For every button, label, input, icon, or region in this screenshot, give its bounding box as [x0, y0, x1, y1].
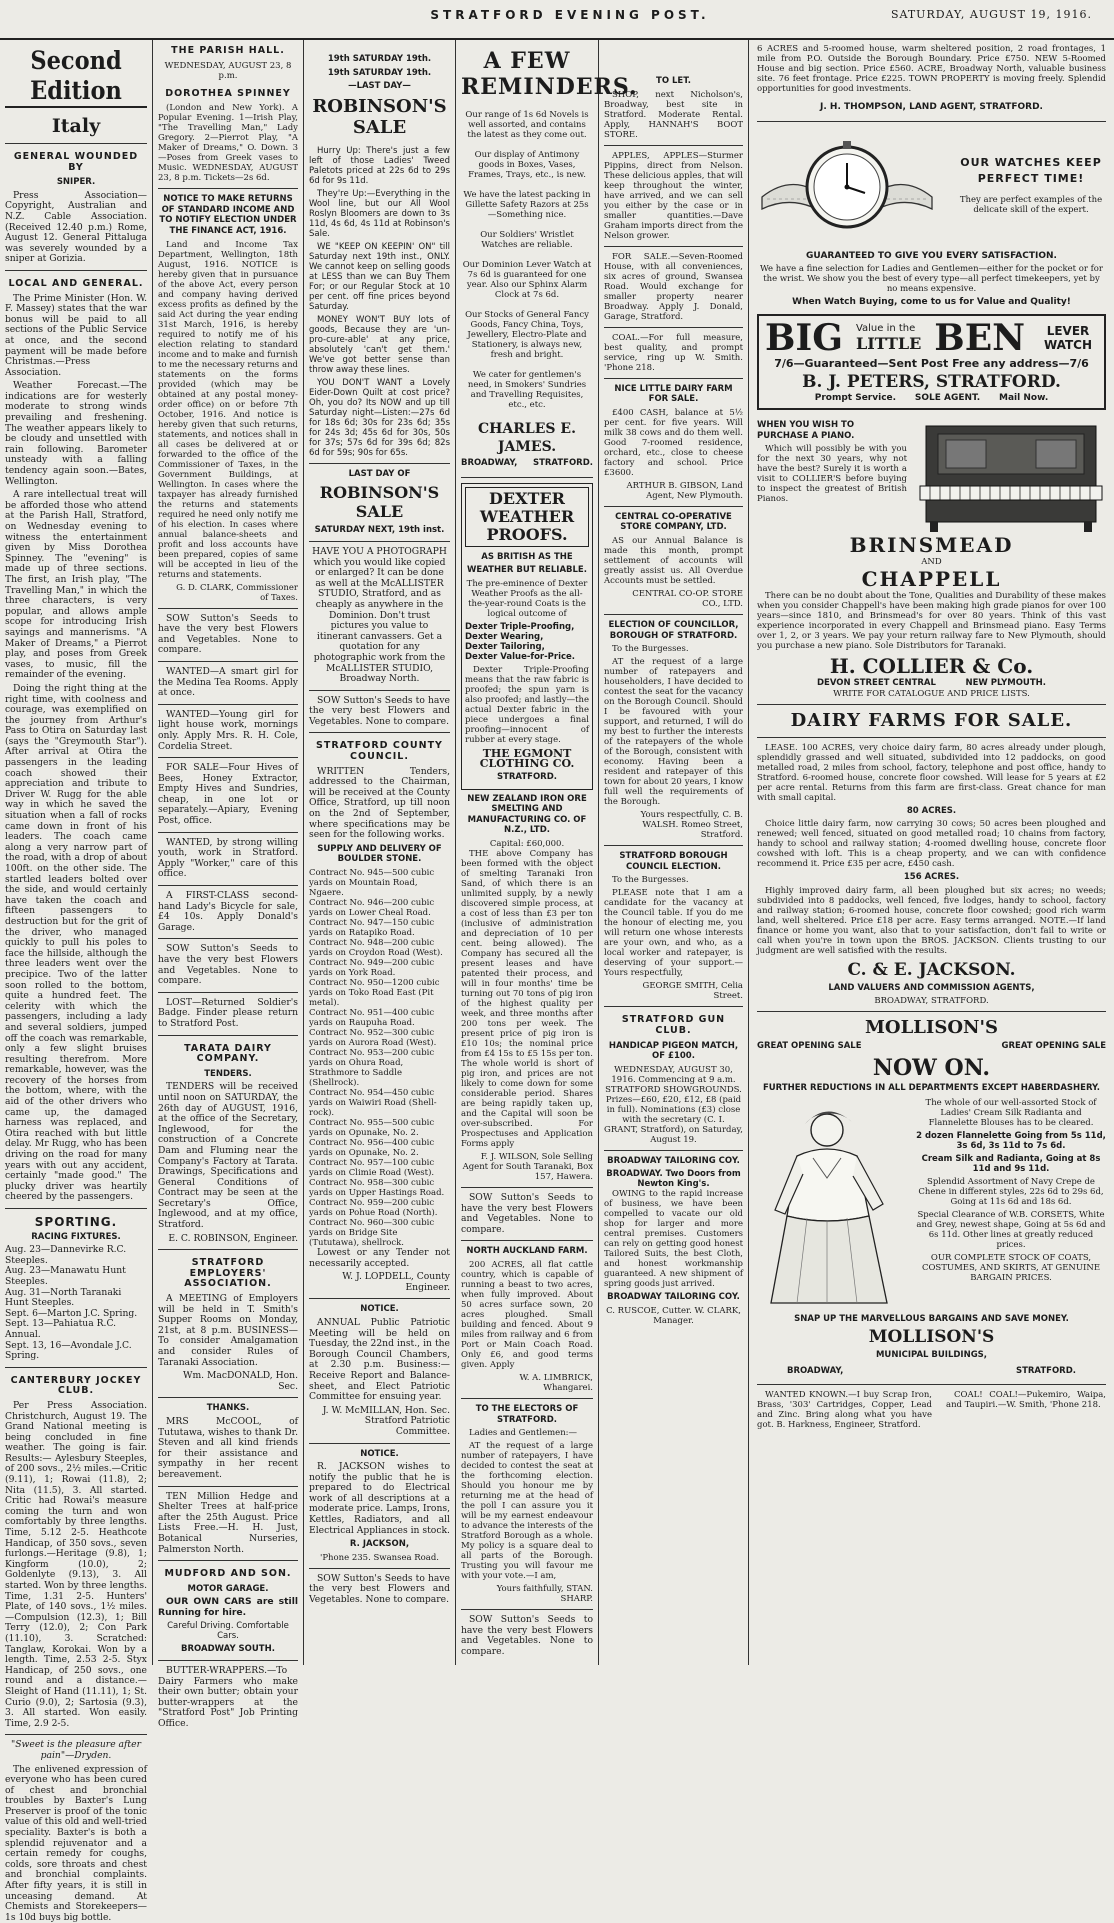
article-paragraph: Doing the right thing at the right time, with coolness and courage, was exemplified on the journey from Arthur's Pass to Otira on Saturday last (says the "Greymouth Star"). After arrival at Otira the passengers in the leading coach showed their appreciation and tribute to Driver W. Rugg for the able way in which he saved the situation when a fall of rocks came down in front of his leaders. The coach came along a very narrow part of the road, with a drop of about 100ft. on the other side. The startled leaders bolted over the side, and would certainly have taken the coach and fifteen passengers to destruction but for the grit of the driver, who managed quickly to pull his poles to face the hillside, although the three leaders went over the precipice. Two of the latter soon rolled to the bottom, quite a hundred feet. The celerity with which the passengers, including a lady and several soldiers, jumped off the coach was remarkable, only a few slight bruises resulting therefrom. More remarkable, however, was the recovery of the horses from the bottom, where, with the aid of the other drivers who came up, the damaged harness was replaced, and Otira reached with but little delay. Mr Rugg, who has been driving on the road for many years with out any accident, certainly "made good." The plucky driver was heartily cheered by the passengers.: [5, 684, 147, 1203]
lever-watch-label: LEVER WATCH: [1038, 324, 1098, 352]
egmont-clothing: THE EGMONT CLOTHING CO.: [465, 749, 589, 770]
column-4: [456, 44, 598, 1662]
classified-ad: LOST—Returned Soldier's Badge. Finder please return to Stratford Post.: [158, 998, 298, 1030]
dexter-features: [465, 622, 589, 662]
headline-election-councillor: ELECTION OF COUNCILLOR, BOROUGH OF STRATFORD.: [604, 620, 743, 641]
advertisement-baxter: The enlivened expression of everyone who has been cured of chest and bronchial troubles by Baxter's Lung Preserver is proof of the tonic value of this old and well-tried speciality. Baxter's is both a splendid rejuvenator and a certain remedy for coughs, colds, sore throats and chest and bronchial complaints. After fifty years, it is still in unceasing demand. At Chemists and Storekeepers—1s 10d buys big bottle.: [5, 1765, 147, 1923]
salutation: To the Burgesses.: [604, 875, 743, 885]
headline-tailoring: BROADWAY TAILORING COY.: [604, 1156, 743, 1167]
headline-boulder-stone: SUPPLY AND DELIVERY OF BOULDER STONE.: [309, 844, 450, 865]
headline-racing-fixtures: RACING FIXTURES.: [5, 1232, 147, 1243]
classified-ad: COAL.—For full measure, best quality, and prompt service, ring up W. Smith. 'Phone 218.: [604, 333, 743, 373]
edition-banner: Second Edition: [5, 46, 147, 108]
offer-item: Special Clearance of W.B. CORSETS, White and Grey, newest shape, Going at 5s 6d and 6s 11d. Other lines at greatly reduced prices.: [916, 1210, 1106, 1250]
thanks-notice: MRS McCOOL, of Tututawa, wishes to thank Dr. Steven and all kind friends for their assistance and sympathy in her recent bereavement.: [158, 1417, 298, 1481]
divider: [158, 1486, 298, 1487]
sale-item: WE "KEEP ON KEEPIN' ON" till Saturday next 19th inst., ONLY. We cannot keep on selling goods at LESS than we can Buy Them For; or our Regular Stock at 10 per cent. off fine prices beyond Saturday.: [309, 242, 450, 312]
divider: [757, 704, 1106, 705]
coop-signature: CENTRAL CO-OP. STORE CO., LTD.: [604, 589, 743, 609]
classified-ad: A FIRST-CLASS second-hand Lady's Bicycle for sale, £4 10s. Apply Donald's Garage.: [158, 891, 298, 933]
now-on-banner: NOW ON.: [757, 1055, 1106, 1081]
tender-notice: TENDERS will be received until noon on SATURDAY, the 26th day of AUGUST, 1916, at the office of the Secretary, Inglewood, for the construction of a Concrete Dam and Fluming near the Company's Factory at Tarata. Drawings, Specifications and General Conditions of Contract may be seen at the Secretary's Office, Inglewood, and at my office, Stratford.: [158, 1082, 298, 1230]
headline-north-auckland-farm: NORTH AUCKLAND FARM.: [461, 1246, 593, 1257]
dexter-body: The pre-eminence of Dexter Weather Proofs as the all-the-year-round Coats is the logical outcome of: [465, 579, 589, 619]
divider: [158, 1397, 298, 1398]
column-5: [599, 44, 748, 1662]
classified-ad: WANTED, by strong willing youth, work in Stratford. Apply "Worker," care of this office.: [158, 838, 298, 880]
divider: [461, 1609, 593, 1610]
dexter-ad: [461, 483, 593, 790]
garage-ad: OUR OWN CARS are still Running for hire.: [158, 1597, 298, 1618]
divider: [461, 477, 593, 478]
piano-headline: WHEN YOU WISH TO PURCHASE A PIANO.: [757, 420, 907, 441]
divider: [158, 661, 298, 662]
wire-report: Press Association—Copyright, Australian and N.Z. Cable Association. (Received 12.40 p.m.) Rome, August 12. General Pittaluga was severely wounded by a sniper at Gorizia.: [5, 191, 147, 265]
contract-item: Contract No. 945—500 cubic yards on Mountain Road, Ngaere.: [309, 868, 450, 898]
farm-listing: LEASE. 100 ACRES, very choice dairy farm, 80 acres already under plough, splendidly grassed and well situated, subdivided into 12 paddocks, on good metalled road, 2 miles from school, factory, telephone and post office, handy to Stratford. 6-roomed house, concrete floor cowshed. Will lease for 5 years at £2 per acre rental. Returns from this farm are first-class. Great chance for man with small capital.: [757, 743, 1106, 803]
classified-ad: SOW Sutton's Seeds to have the very best Flowers and Vegetables. None to compare.: [158, 614, 298, 656]
big-ben-banner: [765, 320, 1098, 356]
collier-address: DEVON STREET CENTRAL NEW PLYMOUTH.: [757, 678, 1106, 689]
headline-tenders: TENDERS.: [158, 1069, 298, 1080]
headline-thanks: THANKS.: [158, 1403, 298, 1414]
address-street: BROADWAY,: [461, 458, 517, 469]
article-paragraph: Per Press Association. Christchurch, August 19. The Grand National meeting is being concluded in fine weather. The going is fair. Results:— Aylesbury Steeples, of 200 sovs., 2½ miles.—Critic (9.11), 1; Rowai (11.8), 2; Nita (11.5), 3. All started. Critic had Rowai's measure coming the turn and won comfortably by three lengths. Time, 5.12 2-5. Heathcote Handicap, of 350 sovs., seven furlongs.—Heritage (9.8), 1; Kingform (10.0), 2; Goldenlyte (9.13), 3. All started. Won by three lengths. Time, 1.31 2-5. Hunters' Plate, of 140 sovs., 1½ miles.—Compulsion (12.3), 1; Bill Terry (12.0), 2; Con Park (11.10), 3. Scratched: Tanglaw, Korokai. Won by a length. Time, 2.53 2-5. Styx Handicap, of 250 sovs., one round and a distance.—Sleight of Hand (11.11), 1; St. Curio (9.0), 2; Sartosia (9.3), 3. All started. Won easily. Time, 2.9 2-5.: [5, 1401, 147, 1729]
list-item: Aug. 23—Dannevirke R.C. Steeples.: [5, 1245, 147, 1266]
watch-ad: [757, 127, 1106, 247]
contracts-list: [309, 868, 450, 1248]
classified-ad: SOW Sutton's Seeds to have the very best Flowers and Vegetables. None to compare.: [309, 1574, 450, 1606]
tailor-address: BROADWAY. Two Doors from Newton King's.: [604, 1169, 743, 1189]
section-local-general: LOCAL AND GENERAL.: [5, 279, 147, 290]
tax-notice-body: Land and Income Tax Department, Wellington, 18th August, 1916. NOTICE is hereby given that in pursuance of the above Act, every person and company having derived excess profits as defined by the said Act during the year ending 31st March, 1916, is hereby required to notify me of his election relating to standard income and to make and furnish to me the necessary returns and statements on the forms provided (which may be obtained at any postal money-order office) on or before 7th October, 1916. And notice is hereby given that such returns, statements, and notices shall in all cases be delivered at or forwarded to the office of the Commissioner of Taxes, in the Government Buildings, at Wellington. In cases where the taxpayer has already furnished the returns and statements required he need only notify me of his election. In cases where annual balance-sheets and profit and loss accounts have been prepared, copies of same will be accepted in lieu of the returns and statements.: [158, 240, 298, 580]
headline-mudford: MUDFORD AND SON.: [158, 1569, 298, 1580]
list-item: Sept. 6—Marton J.C. Spring.: [5, 1309, 147, 1320]
coop-notice: AS our Annual Balance is made this month, prompt settlement of accounts will greatly assist us. All Overdue Accounts must be settled.: [604, 536, 743, 586]
electrical-signature: R. JACKSON,: [309, 1539, 450, 1550]
headline-sniper: SNIPER.: [5, 177, 147, 188]
divider: [5, 1734, 147, 1735]
sale-date-line: 19th SATURDAY 19th.: [309, 68, 450, 79]
studio-ad: HAVE YOU A PHOTOGRAPH which you would like copied or enlarged? It can be done as well at the McALLISTER STUDIO, Stratford, and as cheaply as anywhere in the Dominion. Don't trust pictures you value to itinerant canvassers. Get a quotation for any photographic work from the McALLISTER STUDIO, Broadway North.: [309, 547, 450, 685]
watch-tagline: They are perfect examples of the delicate skill of the expert.: [956, 195, 1106, 215]
divider: [604, 614, 743, 615]
pigeon-match-details: WEDNESDAY, AUGUST 30, 1916. Commencing at 9 a.m. STRATFORD SHOWGROUNDS. Prizes—£60, £20, £12, £8 (paid in full). Nominations (£3) close with the secretary (C. I. GRANT, Stratford), on Saturday, August 19.: [604, 1065, 743, 1145]
tailor-signature: BROADWAY TAILORING COY.: [604, 1292, 743, 1303]
divider: [757, 121, 1106, 122]
contract-item: Contract No. 947—150 cubic yards on Ratapiko Road.: [309, 918, 450, 938]
headline-parish-hall: THE PARISH HALL.: [158, 46, 298, 57]
list-item: Sept. 13, 16—Avondale J.C. Spring.: [5, 1341, 147, 1362]
company-capital: Capital: £60,000.: [461, 839, 593, 849]
article-paragraph: Weather Forecast.—The indications are for westerly moderate to strong winds prevailing and freshening. The weather appears likely to be cloudy and unsettled with rain following. Barometer unsteady with a falling tendency again soon.—Bates, Wellington.: [5, 381, 147, 487]
tailor-ad: OWING to the rapid increase of business, we have been compelled to vacate our old shop for larger and more central premises. Customers can rely on getting good honest Tailored Suits, the best Cloth, and honest workmanship guaranteed. A new shipment of spring goods just arrived.: [604, 1189, 743, 1289]
contract-item: Contract No. 952—300 cubic yards on Aurora Road (West).: [309, 1028, 450, 1048]
patriotic-signature: J. W. McMILLAN, Hon. Sec. Stratford Patriotic Committee.: [309, 1406, 450, 1438]
divider: [604, 1006, 743, 1007]
sale-item: MONEY WON'T BUY lots of goods, Because they are 'un-pro-cure-able' at any price, absolutely 'can't get them.' We've got better sense than throw away these lines.: [309, 315, 450, 375]
classified-ad: SHOP, next Nicholson's, Broadway, best site in Stratford. Moderate Rental. Apply, HANNAH'S BOOT STORE.: [604, 90, 743, 140]
farm-listing: Choice little dairy farm, now carrying 30 cows; 50 acres been ploughed and renewed; well fenced, situated on good metalled road; 10 chains from factory, handy to school and railway station; 4-roomed dwelling house, concrete floor cowshed with loft. This is a cheap property, and we can with confidence recommend it. Price £35 per acre, £450 cash.: [757, 819, 1106, 869]
dexter-tagline: AS BRITISH AS THE: [465, 552, 589, 563]
electrical-notice: R. JACKSON wishes to notify the public that he is prepared to do Electrical work of all descriptions at a moderate price. Lamps, Irons, Kettles, Radiators, and all Electrical Appliances in stock.: [309, 1462, 450, 1536]
classified-ad: TEN Million Hedge and Shelter Trees at half-price after the 25th August. Price Lists Free.—H. H. Just, Botanical Nurseries, Palmerston North.: [158, 1492, 298, 1556]
jackson-subtitle: LAND VALUERS AND COMMISSION AGENTS,: [757, 983, 1106, 994]
mollisons-address: [757, 1364, 1106, 1380]
election-address: AT the request of a large number of ratepayers, I have decided to contest the seat at the forthcoming election. Should you honour me by returning me at the head of the poll I can assure you it will be my earnest endeavour to advance the interests of the Stratford Borough as a whole. My policy is a square deal to all parts of the Borough. Trusting you will favour me with your vote.—I am,: [461, 1441, 593, 1581]
opening-sale-label: GREAT OPENING SALE: [757, 1041, 862, 1052]
electrical-address: 'Phone 235. Swansea Road.: [309, 1553, 450, 1563]
event-program: (London and New York). A Popular Evening. 1—Irish Play, "The Travelling Man," Lady Gregory. 2—Pierrot Play, "A Maker of Dreams," O. Down. 3—Poses from Greek vases to Music. WEDNESDAY, AUGUST 23, 8 p.m. Tickets—2s 6d.: [158, 103, 298, 183]
election-address: AT the request of a large number of ratepayers and householders, I have decided to contest the seat for the vacancy on the Borough Council. Should I be favoured with your support, and returned, I will do my best to further the interests of the ratepayers of the whole of the Borough, consistent with economy. Having been a resident and ratepayer of this town for about 20 years, I know full well the requirements of the Borough.: [604, 657, 743, 807]
divider: [604, 506, 743, 507]
salutation: Ladies and Gentlemen:—: [461, 1428, 593, 1438]
divider: [309, 732, 450, 733]
garage-address: BROADWAY SOUTH.: [158, 1644, 298, 1655]
piano-body: Which will possibly be with you for the next 30 years, why not have the best? Surely it is worth a visit to COLLIER'S before buying to inspect the greatest of British Pianos.: [757, 444, 907, 504]
divider: [461, 1398, 593, 1399]
company-prospectus: THE above Company has been formed with the object of smelting Taranaki Iron Sand, of which there is an unlimited supply, by a newly discovered simple process, at a cost of less than £3 per ton (inclusive of administration and depreciation of 10 per cent. being allowed). The Company has secured all the present leases and have patented their process, and will in four months' time be turning out 70 tons of pig iron of the highest quality per week, and three months after 200 tons per week. The present price of pig iron is £10 10s; the nominal price from £4 15s to £5 15s per ton. The whole world is short of pig iron, and prices are not likely to come down for some considerable period. Shares are being rapidly taken up, and the Capital will soon be over-subscribed. For Prospectuses and Application Forms apply: [461, 849, 593, 1149]
dairy-farms-title: DAIRY FARMS FOR SALE.: [757, 710, 1106, 732]
tailor-staff: C. RUSCOE, Cutter. W. CLARK, Manager.: [604, 1306, 743, 1326]
divider: [309, 1568, 450, 1569]
headline-tax-notice: NOTICE TO MAKE RETURNS OF STANDARD INCOME AND TO NOTIFY ELECTION UNDER THE FINANCE ACT, 1916.: [158, 194, 298, 236]
piano-description: There can be no doubt about the Tone, Qualities and Durability of these makes when you consider Chappell's have been making high grade pianos for over 100 years—since 1810, and Brinsmead's for over 80 years. Think of this vast experience incorporated in every Chappell and Brinsmead piano. Easy Terms over 1, 2, or 3 years. We pay your return railway fare to New Plymouth, should you purchase a new piano. Sole Distributors for Taranaki.: [757, 591, 1106, 651]
divider: [158, 608, 298, 609]
collier-name: H. COLLIER & Co.: [757, 654, 1106, 678]
reminder-item: Our display of Antimony goods in Boxes, Vases, Frames, Trays, etc., is new.: [461, 150, 593, 180]
guarantee-headline: GUARANTEED TO GIVE YOU EVERY SATISFACTION.: [757, 251, 1106, 262]
contract-item: Contract No. 958—300 cubic yards on Upper Hastings Road.: [309, 1178, 450, 1198]
divider: [604, 845, 743, 846]
reminders-title: A FEW REMINDERS.: [461, 48, 593, 100]
headline-general-wounded: GENERAL WOUNDED BY: [5, 152, 147, 173]
mollisons-offers: [916, 1098, 1106, 1308]
issue-date: SATURDAY, AUGUST 19, 1916.: [891, 8, 1092, 21]
reductions-notice: FURTHER REDUCTIONS IN ALL DEPARTMENTS EXCEPT HABERDASHERY.: [757, 1083, 1106, 1094]
contract-item: Contract No. 950—1200 cubic yards on Toko Road East (Pit metal).: [309, 978, 450, 1008]
sale-item: YOU DON'T WANT a Lovely Eider-Down Quilt at cost price? Oh, you do? Its NOW and up till Saturday night—Listen:—27s 6d for 18s 6d; 30s for 23s 6d; 35s for 24s 3d; 45s 6d for 30s, 50s for 37s; 57s 6d for 39s 6d; 82s 6d for 59s; 90s for 65s.: [309, 378, 450, 458]
candidate-signature: GEORGE SMITH, Celia Street.: [604, 981, 743, 1001]
classified-ad: SOW Sutton's Seeds to have the very best Flowers and Vegetables. None to compare.: [309, 696, 450, 728]
dexter-body: Dexter Triple-Proofing means that the raw fabric is proofed; the spun yarn is also proofed; and lastly—the actual Dexter fabric in the piece undergoes a final proofing—innocent of rubber at every stage.: [465, 665, 589, 745]
divider: [5, 143, 147, 144]
divider: [604, 145, 743, 146]
reminder-item: Our Stocks of General Fancy Goods, Fancy China, Toys, Jewellery, Electro-Plate and Stationery, is always new, fresh and bright.: [461, 310, 593, 360]
bargains-slogan: SNAP UP THE MARVELLOUS BARGAINS AND SAVE MONEY.: [757, 1314, 1106, 1325]
performer-name: DOROTHEA SPINNEY: [158, 89, 298, 100]
agent-signature: F. J. WILSON, Sole Selling Agent for South Taranaki, Box 157, Hawera.: [461, 1152, 593, 1182]
guarantee-body: We have a fine selection for Ladies and Gentlemen—either for the pocket or for the wrist. We show you the best of every type—all perfect timekeepers, yet by no means expensive.: [757, 264, 1106, 294]
farm-size: 156 ACRES.: [757, 872, 1106, 883]
mollisons-title: MOLLISON'S: [757, 1327, 1106, 1348]
divider: [604, 327, 743, 328]
list-item: Aug. 23—Manawatu Hunt Steeples.: [5, 1266, 147, 1287]
article-paragraph: A rare intellectual treat will be afforded those who attend at the Parish Hall, Stratford, on Wednesday evening to witness the entertainment given by Miss Dorothea Spinney. The "evening" is made up of three sections. The first, an Irish play, "The Travelling Man," in which the three characters, is very popular, and allows ample scope for introducing Irish sayings and mannerisms. "A Maker of Dreams," a Pierrot play, and poses from Greek vases, to music, fill the remainder of the evening.: [5, 490, 147, 681]
peters-tagline: Prompt Service. SOLE AGENT. Mail Now.: [765, 393, 1098, 404]
headline-to-let: TO LET.: [604, 76, 743, 87]
candidate-signature: Yours respectfully, C. B. WALSH. Romeo Street, Stratford.: [604, 810, 743, 840]
farm-ad: £400 CASH, balance at 5½ per cent. for five years. Will milk 38 cows and do them well. Good 7-roomed residence, orchard, etc., close to cheese factory and school. Price £3600.: [604, 408, 743, 478]
contract-item: Contract No. 953—200 cubic yards on Ohura Road, Strathmore to Saddle (Shellrock).: [309, 1048, 450, 1088]
divider: [5, 1208, 147, 1209]
offer-item: The whole of our well-assorted Stock of Ladies' Cream Silk Radianta and Flannelette Blouses has to be cleared.: [916, 1098, 1106, 1128]
brinsmead-brand: BRINSMEAD: [757, 533, 1106, 557]
value-in-label: Value in the: [856, 323, 921, 335]
piano-ad: [757, 418, 1106, 533]
engineer-signature: W. J. LOPDELL, County Engineer.: [309, 1272, 450, 1293]
classified-ad: SOW Sutton's Seeds to have the very best Flowers and Vegetables. None to compare.: [461, 1193, 593, 1235]
egmont-town: STRATFORD.: [465, 772, 589, 783]
divider: [461, 1240, 593, 1241]
contract-item: Contract No. 955—500 cubic yards on Opunake, No. 2.: [309, 1118, 450, 1138]
sale-date-line: 19th SATURDAY 19th.: [309, 54, 450, 65]
headline-notice: NOTICE.: [309, 1449, 450, 1460]
contract-item: Contract No. 948—200 cubic yards on Croydon Road (West).: [309, 938, 450, 958]
property-listings: 6 ACRES and 5-roomed house, warm sheltered position, 2 road frontages, 1 mile from P.O. Outside the Borough Boundary. Price £750. NEW 5-Roomed House and big section. Price £560. ACRE, Broadway North, valuable business site. 76 feet frontage. Price £225. TOWN PROPERTY is moving freely. Splendid opportunities for good investments.: [757, 44, 1106, 94]
divider: [757, 1384, 1106, 1385]
list-item: Dexter Triple-Proofing,: [465, 622, 589, 632]
chappell-brand: CHAPPELL: [757, 567, 1106, 591]
divider: [158, 1560, 298, 1561]
divider: [158, 1035, 298, 1036]
mollisons-title: MOLLISON'S: [757, 1017, 1106, 1039]
watch-headline: OUR WATCHES KEEP PERFECT TIME!: [956, 155, 1106, 187]
dexter-title: DEXTER WEATHER PROOFS.: [465, 487, 589, 547]
column-6: [749, 44, 1114, 1662]
sale-date: SATURDAY NEXT, 19th inst.: [309, 525, 450, 536]
sale-item: Hurry Up: There's just a few left of those Ladies' Tweed Paletots priced at 22s 6d to 29s 6d for 9s 11d.: [309, 146, 450, 186]
quotation: "Sweet is the pleasure after pain"—Dryden.: [5, 1740, 147, 1761]
mollisons-ad-body: [757, 1098, 1106, 1308]
jeweller-address: [461, 456, 593, 472]
fixtures-list: [5, 1245, 147, 1362]
meeting-signature: Wm. MacDONALD, Hon. Sec.: [158, 1371, 298, 1392]
divider: [309, 463, 450, 464]
classified-ad: SOW Sutton's Seeds to have the very best Flowers and Vegetables. None to compare.: [158, 944, 298, 986]
contract-item: Contract No. 951—400 cubic yards on Raupuha Road.: [309, 1008, 450, 1028]
classified-ad: COAL! COAL!—Pukemiro, Waipa, and Taupiri.—W. Smith, 'Phone 218.: [946, 1390, 1106, 1430]
offer-item: Splendid Assortment of Navy Crepe de Chene in different styles, 22s 6d to 29s 6d, Going at 11s 6d and 18s 6d.: [916, 1177, 1106, 1207]
farm-size: 80 ACRES.: [757, 806, 1106, 817]
jackson-name: C. & E. JACKSON.: [757, 960, 1106, 981]
headline-motor-garage: MOTOR GARAGE.: [158, 1584, 298, 1595]
divider: [757, 1011, 1106, 1012]
headline-county-council: STRATFORD COUNTY COUNCIL.: [309, 741, 450, 762]
divider: [757, 737, 1106, 738]
newspaper-title: STRATFORD EVENING POST.: [330, 8, 810, 22]
classified-ad: APPLES, APPLES—Sturmer Pippins, direct from Nelson. These delicious apples, that will keep throughout the winter, have arrived, and we can sell you either by the case or in smaller quantities.—Dave Graham imports direct from the Nelson grower.: [604, 151, 743, 241]
garage-tagline: Careful Driving. Comfortable Cars.: [158, 1621, 298, 1641]
candidate-signature: Yours faithfully, STAN. SHARP.: [461, 1584, 593, 1604]
peters-name: B. J. PETERS, STRATFORD.: [765, 372, 1098, 393]
divider: [158, 704, 298, 705]
salutation: To the Burgesses.: [604, 644, 743, 654]
reminder-item: Our Soldiers' Wristlet Watches are reliable.: [461, 230, 593, 250]
address-street: BROADWAY,: [787, 1366, 843, 1377]
headline-electors: TO THE ELECTORS OF STRATFORD.: [461, 1404, 593, 1425]
contract-item: Contract No. 954—450 cubic yards on Waiwiri Road (Shell-rock).: [309, 1088, 450, 1118]
headline-pigeon-match: HANDICAP PIGEON MATCH, OF £100.: [604, 1041, 743, 1062]
contract-item: Contract No. 959—200 cubic yards on Pohue Road (North).: [309, 1198, 450, 1218]
list-item: Dexter Value-for-Price.: [465, 652, 589, 662]
list-item: Aug. 31—North Taranaki Hunt Steeples.: [5, 1288, 147, 1309]
offer-item: OUR COMPLETE STOCK OF COATS, COSTUMES, AND SKIRTS, AT GENUINE BARGAIN PRICES.: [916, 1253, 1106, 1283]
sale-item: They're Up:—Everything in the Wool line, but our All Wool Roslyn Bloomers are down to 3s 11d, 4s 6d, 4s 11d at Robinson's Sale.: [309, 189, 450, 239]
land-agent: J. H. THOMPSON, LAND AGENT, STRATFORD.: [757, 102, 1106, 113]
headline-employers-association: STRATFORD EMPLOYERS' ASSOCIATION.: [158, 1258, 298, 1290]
opening-sale-banner: [757, 1039, 1106, 1055]
classified-ad: WANTED KNOWN.—I buy Scrap Iron, Brass, '303' Cartridges, Copper, Lead and Zinc. Bring along what you have got. B. Harkness, Engineer, Stratford.: [757, 1390, 932, 1430]
classified-ad: SOW Sutton's Seeds to have the very best Flowers and Vegetables. None to compare.: [461, 1615, 593, 1657]
watch-buying-slogan: When Watch Buying, come to us for Value and Quality!: [757, 297, 1106, 308]
reminder-item: Our Dominion Lever Watch at 7s 6d is guaranteed for one year. Also our Sphinx Alarm Clock at 7s 6d.: [461, 260, 593, 300]
headline-gun-club: STRATFORD GUN CLUB.: [604, 1015, 743, 1036]
last-day-of: LAST DAY OF: [309, 469, 450, 480]
ben-word: BEN: [934, 320, 1025, 356]
piano-illustration: [916, 418, 1106, 533]
divider: [5, 1367, 147, 1368]
divider: [158, 1249, 298, 1250]
contract-item: Contract No. 960—300 cubic yards on Bridge Site (Tututawa), shellrock.: [309, 1218, 450, 1248]
reminder-item: Our range of 1s 6d Novels is well assorted, and contains the latest as they come out.: [461, 110, 593, 140]
farm-ad: 200 ACRES, all flat cattle country, which is capable of running a beast to two acres, when fully improved. About 50 acres surface sown, 20 acres ploughed. Small building and fenced. About 9 miles from railway and 6 from Port or Main Coach Road. Only £6, and good terms given. Apply: [461, 1260, 593, 1370]
divider: [5, 270, 147, 271]
contract-item: Contract No. 949—200 cubic yards on York Road.: [309, 958, 450, 978]
agent-signature: ARTHUR B. GIBSON, Land Agent, New Plymouth.: [604, 481, 743, 501]
divider: [309, 541, 450, 542]
bottom-classifieds: [757, 1390, 1106, 1433]
jackson-address: BROADWAY, STRATFORD.: [757, 996, 1106, 1006]
offer-item: Cream Silk and Radianta, Going at 8s 11d and 9s 11d.: [916, 1154, 1106, 1174]
address-town: STRATFORD.: [1016, 1366, 1076, 1377]
article-paragraph: The Prime Minister (Hon. W. F. Massey) states that the war bonus will be paid to all sections of the Public Service at once, and the second payment will be made before Christmas.—Press Association.: [5, 294, 147, 379]
divider: [604, 378, 743, 379]
mollisons-building: MUNICIPAL BUILDINGS,: [757, 1350, 1106, 1361]
contract-item: Contract No. 956—400 cubic yards on Opunake, No. 2.: [309, 1138, 450, 1158]
headline-italy: Italy: [5, 114, 147, 138]
piano-ad-text: [757, 418, 907, 533]
headline-borough-council-election: STRATFORD BOROUGH COUNCIL ELECTION.: [604, 851, 743, 872]
farm-agent: W. A. LIMBRICK, Whangarei.: [461, 1373, 593, 1393]
divider: [158, 992, 298, 993]
big-word: BIG: [765, 320, 843, 356]
divider: [158, 832, 298, 833]
tender-disclaimer: Lowest or any Tender not necessarily accepted.: [309, 1248, 450, 1269]
divider: [309, 1298, 450, 1299]
event-date: WEDNESDAY, AUGUST 23, 8 p.m.: [158, 61, 298, 81]
divider: [158, 1660, 298, 1661]
offer-item: 2 dozen Flannelette Going from 5s 11d, 3s 6d, 3s 11d to 7s 6d.: [916, 1131, 1106, 1151]
jeweller-name: CHARLES E. JAMES.: [461, 420, 593, 456]
tax-notice-signature: G. D. CLARK, Commissioner of Taxes.: [158, 583, 298, 603]
robinsons-sale-title: ROBINSON'S SALE: [309, 96, 450, 138]
divider: [461, 1187, 593, 1188]
headline-notice: NOTICE.: [309, 1304, 450, 1315]
watch-ad-text: [956, 155, 1106, 218]
reminder-item: We cater for gentlemen's need, in Smokers' Sundries and Travelling Requisites, etc., etc.: [461, 370, 593, 410]
divider: [604, 1150, 743, 1151]
big-ben-price: 7/6—Guaranteed—Sent Post Free any address—7/6: [765, 359, 1098, 370]
divider: [158, 757, 298, 758]
tender-signature: E. C. ROBINSON, Engineer.: [158, 1234, 298, 1245]
classified-ad: BUTTER-WRAPPERS.—To Dairy Farmers who make their own butter; obtain your butter-wrappers at the "Stratford Post" Job Printing Office.: [158, 1666, 298, 1730]
headline-canterbury-jockey-club: CANTERBURY JOCKEY CLUB.: [5, 1376, 147, 1397]
list-item: Dexter Wearing,: [465, 632, 589, 642]
headline-tarata-dairy: TARATA DAIRY COMPANY.: [158, 1044, 298, 1065]
reminder-item: We have the latest packing in Gillette Safety Razors at 25s —Something nice.: [461, 190, 593, 220]
section-sporting: SPORTING.: [5, 1217, 147, 1228]
dexter-tagline: WEATHER BUT RELIABLE.: [465, 565, 589, 576]
big-ben-ad: [757, 314, 1106, 410]
divider: [604, 246, 743, 247]
robinsons-sale-title: ROBINSON'S SALE: [309, 483, 450, 521]
divider: [158, 938, 298, 939]
opening-sale-label: GREAT OPENING SALE: [1001, 1041, 1106, 1052]
list-item: Dexter Tailoring,: [465, 642, 589, 652]
masthead: [0, 0, 1114, 40]
last-day-banner: —LAST DAY—: [309, 81, 450, 92]
wristwatch-illustration: [757, 127, 937, 247]
county-notice: WRITTEN Tenders, addressed to the Chairman, will be received at the County Office, Stratford, up till noon on the 2nd of September, where specifications may be seen for the following works.: [309, 767, 450, 841]
meeting-notice: A MEETING of Employers will be held in T. Smith's Supper Rooms on Monday, 21st, at 8 p.m. BUSINESS—To consider Amalgamation and consider Rules of Taranaki Association.: [158, 1294, 298, 1368]
classified-ad: WANTED—A smart girl for the Medina Tea Rooms. Apply at once.: [158, 667, 298, 699]
and-connector: AND: [757, 557, 1106, 567]
classified-ad: FOR SALE—Four Hives of Bees, Honey Extractor, Empty Hives and Sundries, cheap, in one lot or separately.—Apiary, Evening Post, office.: [158, 763, 298, 827]
headline-central-coop: CENTRAL CO-OPERATIVE STORE COMPANY, LTD.: [604, 512, 743, 533]
address-town: STRATFORD.: [533, 458, 593, 469]
fashion-illustration: [757, 1098, 907, 1308]
patriotic-notice: ANNUAL Public Patriotic Meeting will be held on Tuesday, the 22nd inst., in the Borough Council Chambers, at 2.30 p.m. Business:—Receive Report and Balance-sheet, and Elect Patriotic Committee for ensuing year.: [309, 1318, 450, 1403]
list-item: Sept. 13—Pahiatua R.C. Annual.: [5, 1319, 147, 1340]
contract-item: Contract No. 957—100 cubic yards on Climie Road (West).: [309, 1158, 450, 1178]
classified-ad: FOR SALE.—Seven-Roomed House, with all conveniences, six acres of ground, Swansea Road. Would exchange for smaller property nearer Broadway. Apply J. Donald, Garage, Stratford.: [604, 252, 743, 322]
divider: [158, 885, 298, 886]
column-2: [153, 44, 303, 1662]
contract-item: Contract No. 946—200 cubic yards on Lower Cheal Road.: [309, 898, 450, 918]
catalogue-notice: WRITE FOR CATALOGUE AND PRICE LISTS.: [757, 689, 1106, 699]
column-3: [304, 44, 455, 1662]
divider: [309, 690, 450, 691]
little-word: LITTLE: [856, 335, 921, 353]
divider: [309, 1443, 450, 1444]
column-1: [0, 44, 152, 1662]
headline-iron-ore: NEW ZEALAND IRON ORE SMELTING AND MANUFACTURING CO. OF N.Z., LTD.: [461, 794, 593, 836]
classified-ad: WANTED—Young girl for light house work, mornings only. Apply Mrs. R. H. Cole, Cordelia Street.: [158, 710, 298, 752]
divider: [158, 188, 298, 189]
headline-dairy-farm: NICE LITTLE DAIRY FARM FOR SALE.: [604, 384, 743, 405]
election-address: PLEASE note that I am a candidate for the vacancy at the Council table. If you do me the honour of electing me, you will return one whose interests are your own, and who, as a local worker and ratepayer, is deserving of your support.—Yours respectfully,: [604, 888, 743, 978]
farm-listing: Highly improved dairy farm, all been ploughed but six acres; no weeds; subdivided into 8 paddocks, well fenced, five lodges, handy to school, factory and railway station; 6-roomed house, concrete floor cowshed; good rich warm land, well sheltered. Price £18 per acre. Easy terms arranged. NOTE.—If land finance or home you want, also that to your satisfaction, don't fail to write or call when you're in town upon the BROS. JACKSON. Clients trusting to our judgment are well satisfied with the results.: [757, 886, 1106, 956]
